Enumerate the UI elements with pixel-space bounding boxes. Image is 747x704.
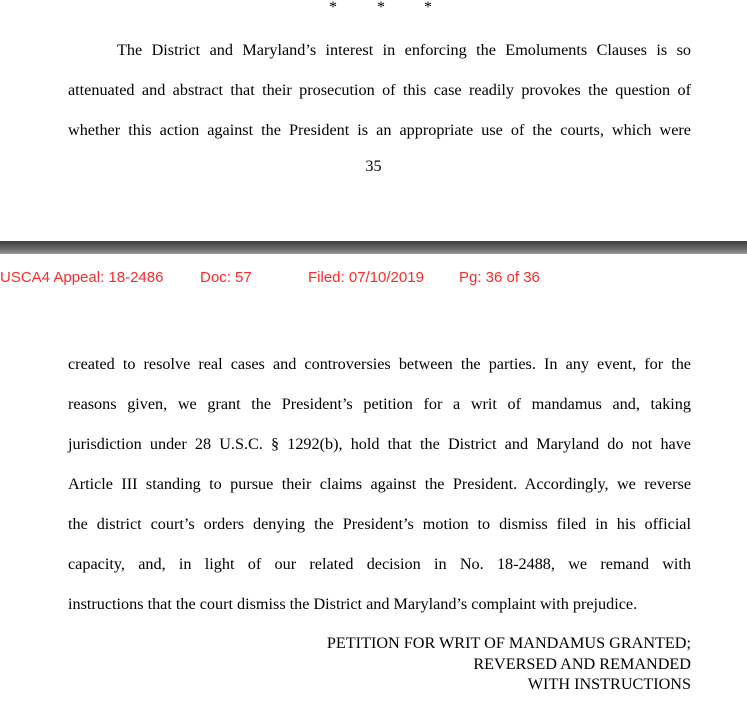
paragraph-line: the district court’s orders denying the President’s motion to dismiss filed in his official	[68, 515, 691, 533]
paragraph-line: created to resolve real cases and controversies between the parties. In any event, for the	[68, 355, 691, 373]
paragraph-line: The District and Maryland’s interest in enforcing the Emoluments Clauses is so	[117, 41, 691, 59]
page-number: 35	[365, 157, 382, 175]
page-divider	[0, 241, 747, 254]
paragraph-line: jurisdiction under 28 U.S.C. § 1292(b), hold that the District and Maryland do not have	[68, 435, 691, 453]
page-count: Pg: 36 of 36	[459, 269, 540, 286]
paragraph-line: Article III standing to pursue their claims against the President. Accordingly, we reverse	[68, 475, 691, 493]
asterisk: *	[424, 0, 432, 16]
paragraph-line: capacity, and, in light of our related decision in No. 18-2488, we remand with	[68, 555, 691, 573]
paragraph-line: instructions that the court dismiss the District and Maryland’s complaint with prejudice.	[68, 595, 638, 613]
section-break-asterisks	[323, 0, 443, 16]
filed-date: Filed: 07/10/2019	[308, 269, 424, 286]
paragraph-line: reasons given, we grant the President’s petition for a writ of mandamus and, taking	[68, 395, 691, 413]
asterisk: *	[329, 0, 337, 16]
disposition-line: PETITION FOR WRIT OF MANDAMUS GRANTED;	[326, 634, 691, 652]
document-number: Doc: 57	[200, 269, 252, 286]
disposition-line: REVERSED AND REMANDED	[473, 655, 691, 673]
previous-page	[0, 0, 747, 241]
disposition-line: WITH INSTRUCTIONS	[527, 675, 691, 693]
appeal-number: USCA4 Appeal: 18-2486	[0, 269, 164, 286]
paragraph-line: whether this action against the President is an appropriate use of the courts, which were	[68, 121, 691, 139]
paragraph-line: attenuated and abstract that their prosecution of this case readily provokes the question of	[68, 81, 691, 99]
asterisk: *	[377, 0, 385, 16]
